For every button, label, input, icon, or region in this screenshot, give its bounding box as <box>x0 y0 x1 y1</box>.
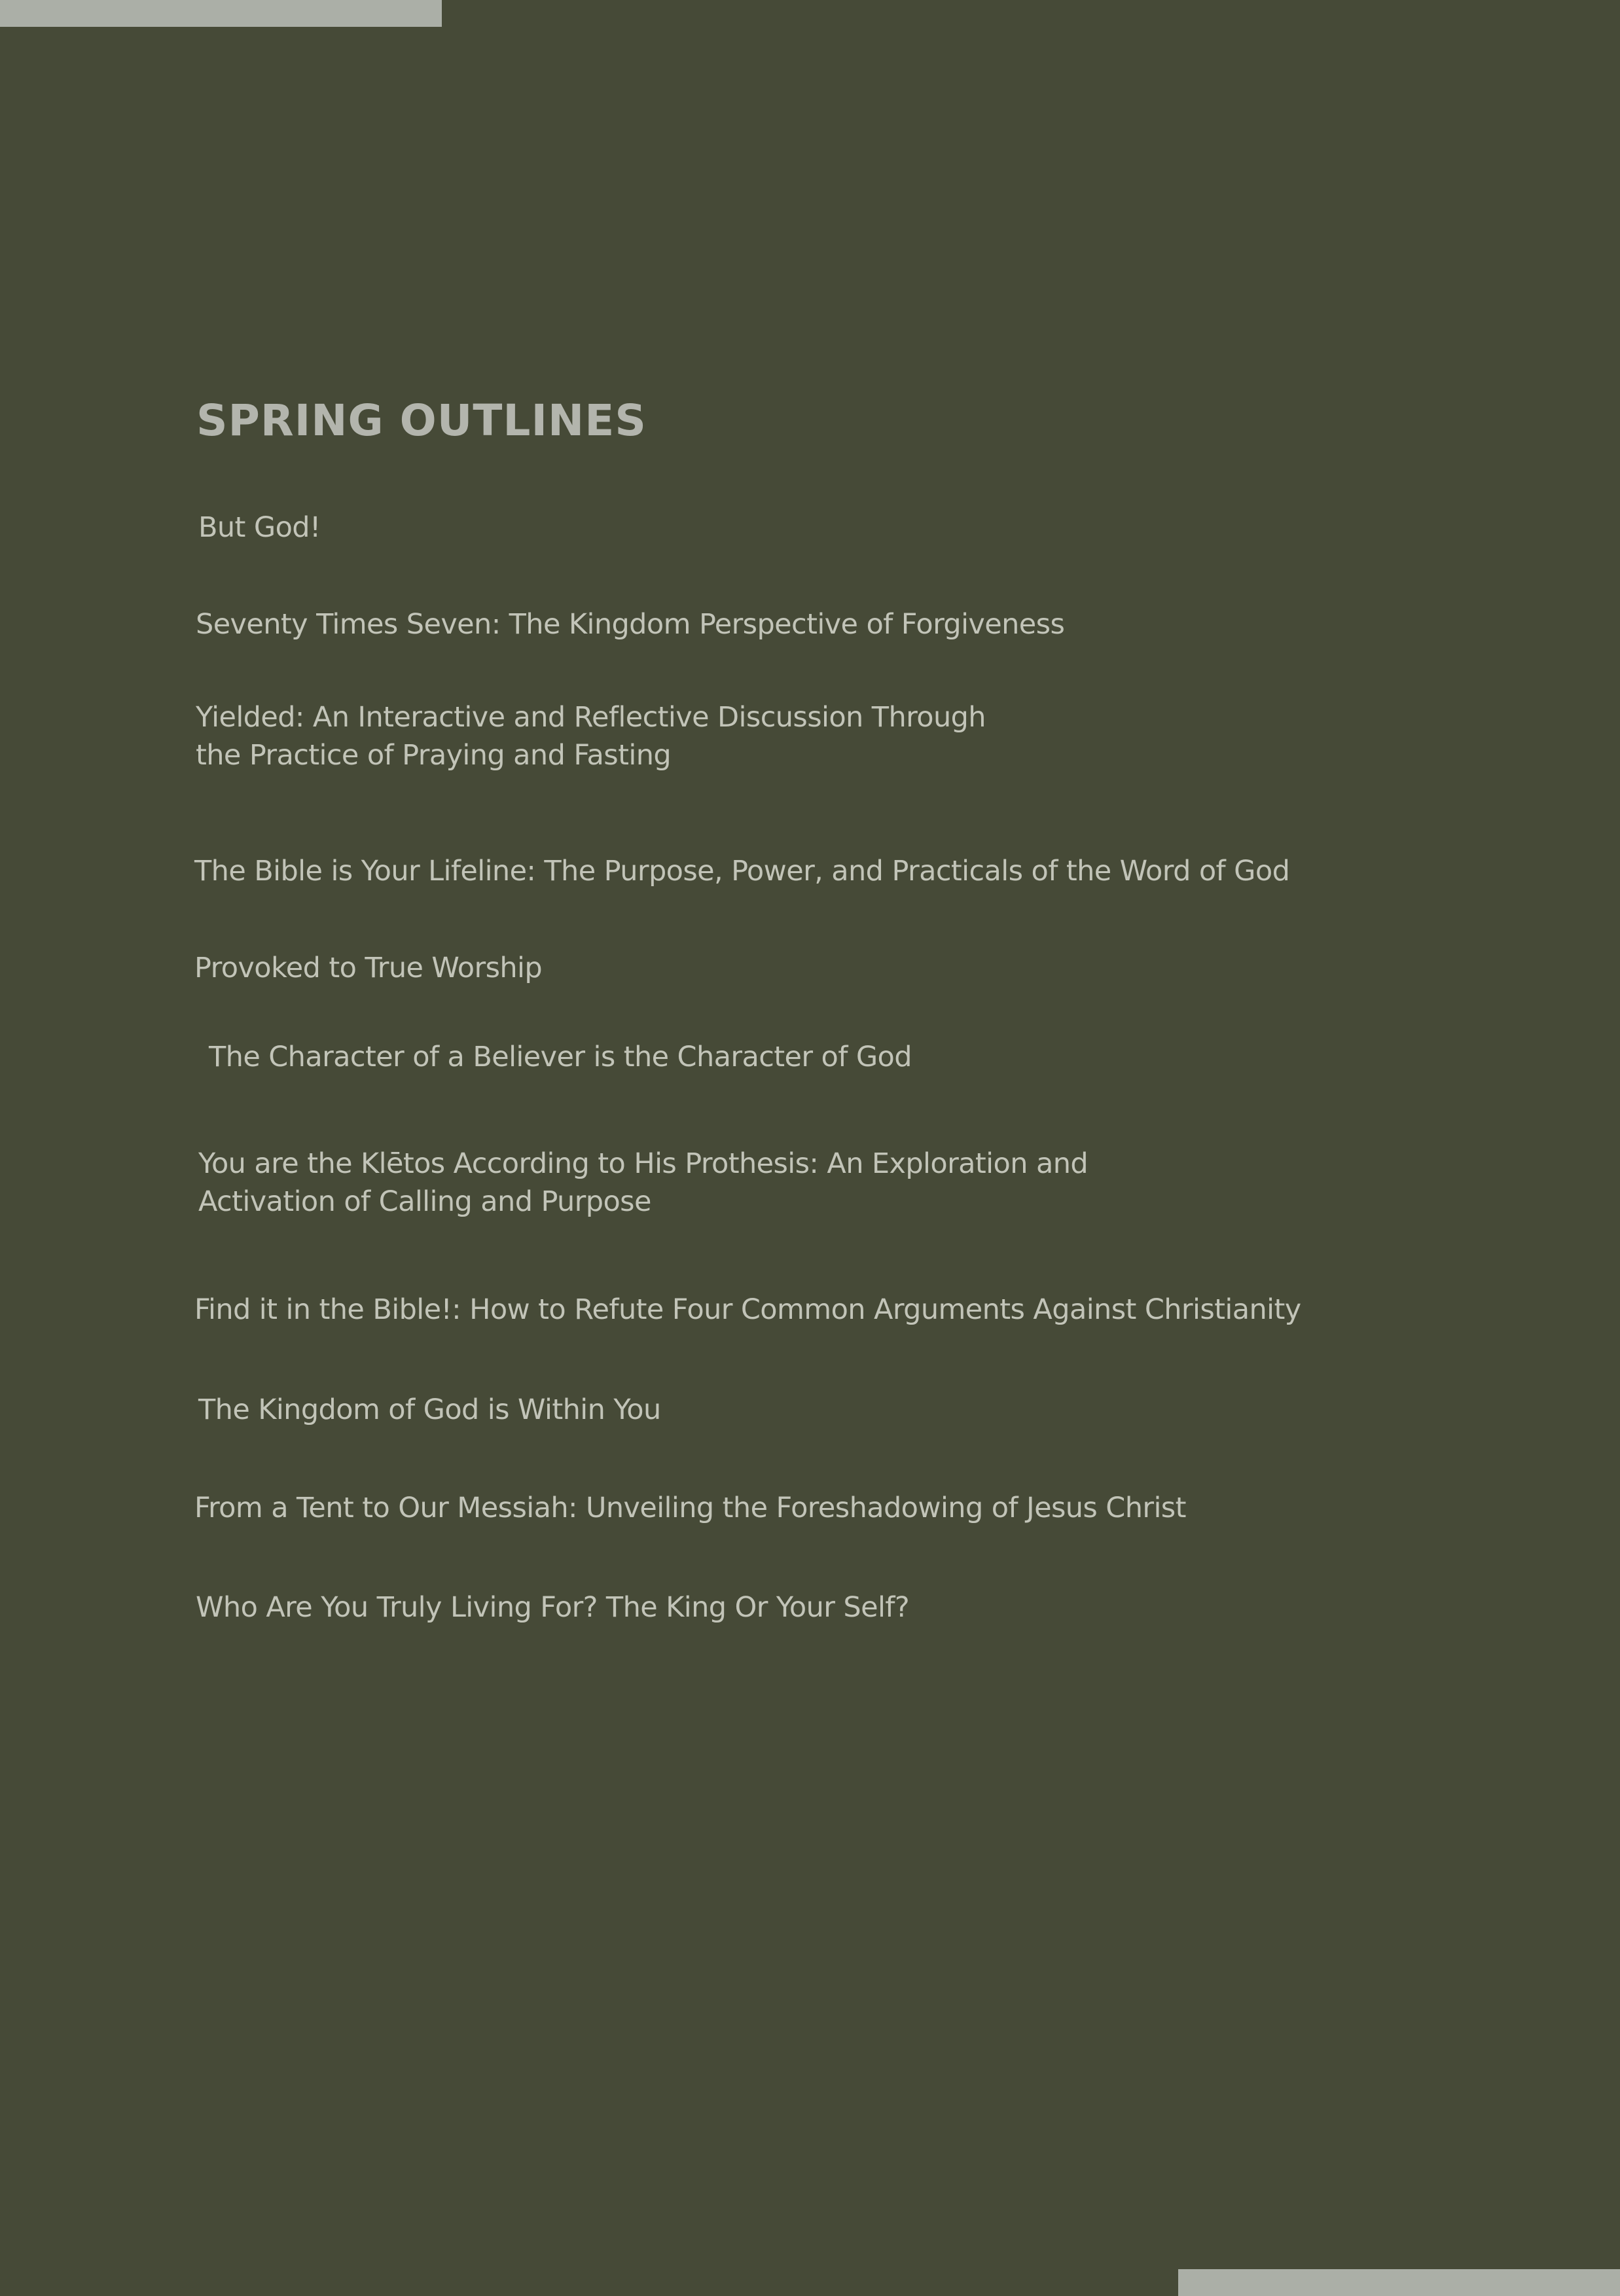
outline-item-but-god <box>198 509 321 547</box>
outline-item-find-it-in-the-bible <box>194 1291 1301 1329</box>
bottom-right-accent-bar <box>1178 2269 1620 2296</box>
outline-item-tent-to-messiah <box>194 1489 1186 1527</box>
outline-item-kletos <box>198 1145 1088 1221</box>
outline-item-provoked-worship <box>194 949 542 987</box>
outline-title: Provoked to True Worship <box>194 952 543 984</box>
outline-title: Seventy Times Seven: The Kingdom Perspective of Forgiveness <box>196 608 1065 641</box>
outline-title: From a Tent to Our Messiah: Unveiling the Foreshadowing of Jesus Christ <box>194 1492 1186 1524</box>
outline-item-yielded <box>196 698 986 774</box>
outline-title: Find it in the Bible!: How to Refute Four Common Arguments Against Christianity <box>194 1293 1301 1326</box>
outline-item-kingdom-within-you <box>198 1391 661 1429</box>
outline-title: Who Are You Truly Living For? The King Or Your Self? <box>196 1591 910 1624</box>
outline-title: The Kingdom of God is Within You <box>198 1393 661 1426</box>
outline-title: The Bible is Your Lifeline: The Purpose, Power, and Practicals of the Word of God <box>194 855 1290 888</box>
outline-item-character-of-believer <box>209 1038 912 1076</box>
outline-item-bible-lifeline <box>194 852 1289 890</box>
outline-title: But God! <box>198 511 321 544</box>
outline-item-seventy-times-seven <box>196 605 1064 643</box>
outline-title-continued: the Practice of Praying and Fasting <box>196 739 672 772</box>
outline-title-continued: Activation of Calling and Purpose <box>198 1185 651 1218</box>
top-left-accent-bar <box>0 0 442 27</box>
outline-title: Yielded: An Interactive and Reflective Discussion Through <box>196 701 986 734</box>
outline-title: The Character of a Believer is the Character of God <box>209 1041 912 1073</box>
page-title: SPRING OUTLINES <box>196 395 647 446</box>
outline-item-who-are-you-living-for <box>196 1588 909 1626</box>
outline-title: You are the Klētos According to His Prothesis: An Exploration and <box>198 1147 1089 1180</box>
